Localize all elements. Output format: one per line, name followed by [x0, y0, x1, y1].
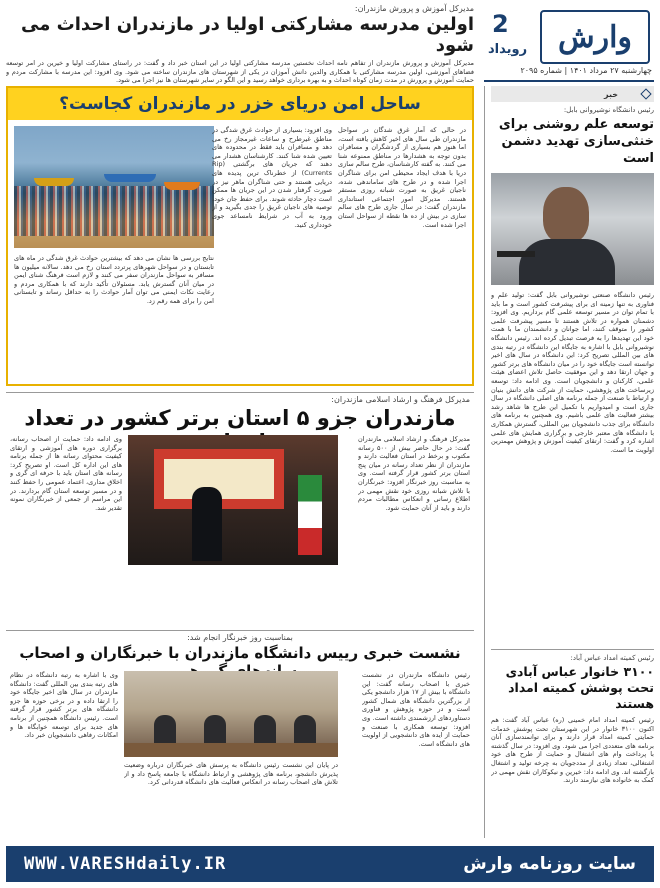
university-story-headline: نشست خبری رییس دانشگاه مازندران با خبرنگاران و اصحاب — [19, 644, 461, 662]
portrait-head — [543, 187, 589, 243]
section-title: رویداد — [488, 42, 528, 57]
microphone-icon — [497, 251, 535, 257]
right-story2-kicker: رئیس کمیته امداد عباس آباد: — [491, 649, 654, 662]
right-story2-headline: ۳۱۰۰ خانوار عباس آبادی تحت پوشش کمیته امداد هستند — [505, 664, 654, 711]
boat — [164, 182, 200, 190]
university-story-column-3: در پایان این نشست رئیس دانشگاه به پرسش های خبرنگاران درباره وضعیت پذیرش دانشجو، برنامه های پژوهشی و ارتباط دانشگاه با جامعه پاسخ داد و از تلاش های اصحاب رسانه در انعکاس فعالیت های دانشگاه قدردانی کرد. — [124, 761, 338, 787]
feature-column-2: وی افزود: بسیاری از حوادث غرق شدگی در مناطق غیرطرح و ساعات غیرمجاز رخ می دهد و مسافران باید فقط در محدوده های تعیین شده شنا کنند. کارشناسان هشدار می دهند که جریان های برگشتی (Rip Currents) از خطرناک ترین پدیده های دریایی هستند و حتی شناگران ماهر نیز در صورت گرفتار شدن در این جریان ها ممکن است دچار حادثه شوند. برای حفظ جان خود، توصیه های ناجیان غریق را جدی بگیرید و از ورود به آب در شرایط نامساعد جوی خودداری کنید. — [212, 126, 332, 229]
flag-icon — [298, 475, 322, 555]
speaker-portrait-photo — [491, 173, 654, 285]
top-story — [6, 4, 474, 85]
press-meeting-photo — [124, 671, 338, 757]
media-story — [6, 392, 474, 624]
university-story-column-1: رئیس دانشگاه مازندران در نشست خبری با اصحاب رسانه گفت: این دانشگاه با بیش از ۱۷ هزار دانشجو یکی از بزرگترین دانشگاه های شمال کشور است و در حوزه پژوهش و فناوری دستاوردهای ارزشمندی داشته است. وی افزود: توسعه همکاری با صنعت و حمایت از ایده های دانشجویی از اولویت های دانشگاه است. — [362, 671, 470, 748]
media-story-kicker: مدیرکل فرهنگ و ارشاد اسلامی مازندران: — [331, 395, 470, 404]
masthead — [484, 4, 654, 82]
university-story-kicker: بمناسبت روز خبرنگار انجام شد: — [187, 633, 293, 642]
ceremony-stage-photo — [128, 435, 338, 565]
site-name: سایت روزنامه وارش — [463, 854, 636, 874]
site-url-link[interactable]: WWW.VARESHdaily.IR — [24, 854, 227, 874]
top-story-body: مدیرکل آموزش و پرورش مازندران از تفاهم نامه احداث نخستین مدرسه مشارکتی اولیا در این استان خبر داد و گفت: در راستای مشارکت اولیا و خیرین در امر توسعه فضاهای آموزشی، اولین مدرسه مشارکتی با همکاری والدین دانش آموزان در یکی از شهرستان های مازندران ساخته می شود. وی افزود: این مدرسه با مشارکت مردم و حمایت آموزش و پرورش در مدت زمان کوتاه احداث و به بهره برداری خواهد رسید و این الگو در سایر شهرستان ها نیز اجرا می شود. — [6, 59, 474, 85]
top-story-kicker: مدیرکل آموزش و پرورش مازندران: — [354, 4, 474, 13]
news-label: خبر — [603, 89, 618, 99]
right-story2-body: رئیس کمیته امداد امام خمینی (ره) عباس آباد گفت: هم اکنون ۳۱۰۰ خانوار در این شهرستان تحت پوشش خدمات حمایتی کمیته امداد قرار دارند و برای توانمندسازی آنان برنامه های متعددی اجرا می شود. وی افزود: در سال گذشته با پرداخت وام های اشتغال و حمایت از طرح های خود اشتغالی، تعداد زیادی از مددجویان به چرخه تولید و اشتغال بازگشته اند. وی ادامه داد: خیرین و نیکوکاران نقش مهمی در کمک به خانواده های نیازمند دارند. — [491, 716, 654, 785]
boat — [104, 174, 156, 182]
portrait-suit — [519, 239, 615, 285]
newspaper-logo: وارش — [540, 10, 650, 64]
crowd — [14, 186, 214, 236]
page-number: 2 — [492, 10, 509, 38]
university-story-column-2: وی با اشاره به رتبه دانشگاه در نظام های رتبه بندی بین المللی گفت: دانشگاه مازندران در سال های اخیر جایگاه خود را ارتقا داده و در برخی حوزه ها جزو دانشگاه های برتر کشور قرار گرفته است. رئیس دانشگاه همچنین از برنامه های جدید برای توسعه خوابگاه ها و امکانات رفاهی دانشجویان خبر داد. — [10, 671, 118, 740]
boat — [34, 178, 74, 186]
media-story-headline: مازندران جزو ۵ استان برتر کشور در تعداد — [24, 406, 456, 430]
right-story-kicker: رئیس دانشگاه نوشیروانی بابل: — [563, 106, 654, 114]
feature-headline: ساحل امن دریای خزر در مازندران کجاست؟ — [8, 88, 472, 120]
media-story-column-1: مدیرکل فرهنگ و ارشاد اسلامی مازندران گفت: در حال حاضر بیش از ۵۰۰ رسانه مکتوب و برخط در استان فعالیت دارند و مازندران از نظر تعداد رسانه در میان پنج استان برتر کشور قرار گرفته است. وی به مناسبت روز خبرنگار افزود: خبرنگاران با تلاش شبانه روزی خود نقش مهمی در اطلاع رسانی و انعکاس مطالبات مردم دارند و باید از آنان حمایت شود. — [358, 435, 470, 512]
meeting-table — [124, 743, 338, 757]
speaker-figure — [192, 487, 222, 561]
diamond-icon — [640, 88, 651, 99]
top-story-headline: اولین مدرسه مشارکتی اولیا در مازندران احداث می شود — [21, 14, 474, 56]
news-label-bar — [491, 86, 654, 102]
feature-column-1: در حالی که آمار غرق شدگان در سواحل مازندران طی سال های اخیر کاهش یافته است، اما هنوز هم بسیاری از گردشگران و مسافران بدون توجه به هشدارها در مناطق ممنوعه شنا می کنند. به گفته کارشناسان، طرح سالم سازی دریا با هدف ایجاد محیطی امن برای شناگران اجرا شده و در طرح های ساماندهی شده، ناجیان غریق به صورت شبانه روزی مستقر هستند. مدیرکل امور اجتماعی استانداری مازندران گفت: در سال جاری طرح های سالم سازی در بیش از ده ها نقطه از سواحل استان اجرا شده است. — [338, 126, 466, 229]
beach-crowd-photo — [14, 126, 214, 248]
dateline: چهارشنبه ۲۷ مرداد ۱۴۰۱ | شماره ۲۰۹۵ — [520, 66, 652, 75]
media-story-column-2: وی ادامه داد: حمایت از اصحاب رسانه، برگزاری دوره های آموزشی و ارتقای کیفیت محتوای رسانه ها از جمله برنامه های این اداره کل است. او تصریح کرد: رسانه های استان باید با حرفه ای گری و اخلاق مداری، اعتماد عمومی را حفظ کنند و در مسیر توسعه استان گام بردارند. در این مراسم از جمعی از خبرنگاران نمونه تقدیر شد. — [10, 435, 122, 512]
right-column — [484, 86, 654, 838]
right-story-body: رئیس دانشگاه صنعتی نوشیروانی بابل گفت: تولید علم و فناوری به تنها زمینه ای برای پیشرفت کشور است و ما باید با تمام توان در مسیر توسعه علمی گام برداریم. وی افزود: دشمنان همواره در تلاش هستند تا مسیر پیشرفت علمی کشور را متوقف کنند، اما جوانان و دانشمندان ما با همت خود این تهدیدها را به فرصت تبدیل کرده اند. رئیس دانشگاه نوشیروانی بابل با اشاره به جایگاه این دانشگاه در رتبه بندی های بین المللی تصریح کرد: این دانشگاه در سال های اخیر توانسته است جایگاه خود را در میان دانشگاه های برتر کشور و جهان ارتقا دهد و این موفقیت حاصل تلاش اعضای هیئت علمی، کارکنان و دانشجویان است. وی ادامه داد: توسعه زیرساخت های پژوهشی، حمایت از شرکت های دانش بنیان و ارتباط با صنعت از جمله برنامه های اصلی دانشگاه در سال جاری است و امیدواریم با تکمیل این طرح ها شاهد رشد بیشتر فعالیت های علمی باشیم. وی همچنین به برنامه های دانشگاه برای جذب دانشجویان بین المللی، گسترش همکاری با دانشگاه های معتبر خارجی و برگزاری همایش های علمی اشاره کرد و گفت: ارتقای کیفیت آموزش و پژوهش مهمترین اولویت ما است. — [491, 291, 654, 454]
footer-banner — [6, 846, 654, 882]
feature-column-3: نتایج بررسی ها نشان می دهد که بیشترین حوادث غرق شدگی در ماه های تابستان و در سواحل شهرهای پرتردد استان رخ می دهد. سالانه میلیون ها مسافر به سواحل مازندران سفر می کنند و لازم است فرهنگ شنای ایمن در میان آنان گسترش یابد. مسئولان تأکید دارند که با همکاری مردم و رعایت نکات ایمنی می توان آمار حوادث را به حداقل رساند و تابستانی امن را برای همه رقم زد. — [14, 254, 214, 305]
caspian-feature — [6, 86, 474, 386]
right-story-headline: توسعه علم روشنی برای خنثی‌سازی تهدید دشمن است — [498, 117, 654, 166]
university-story — [6, 630, 474, 838]
